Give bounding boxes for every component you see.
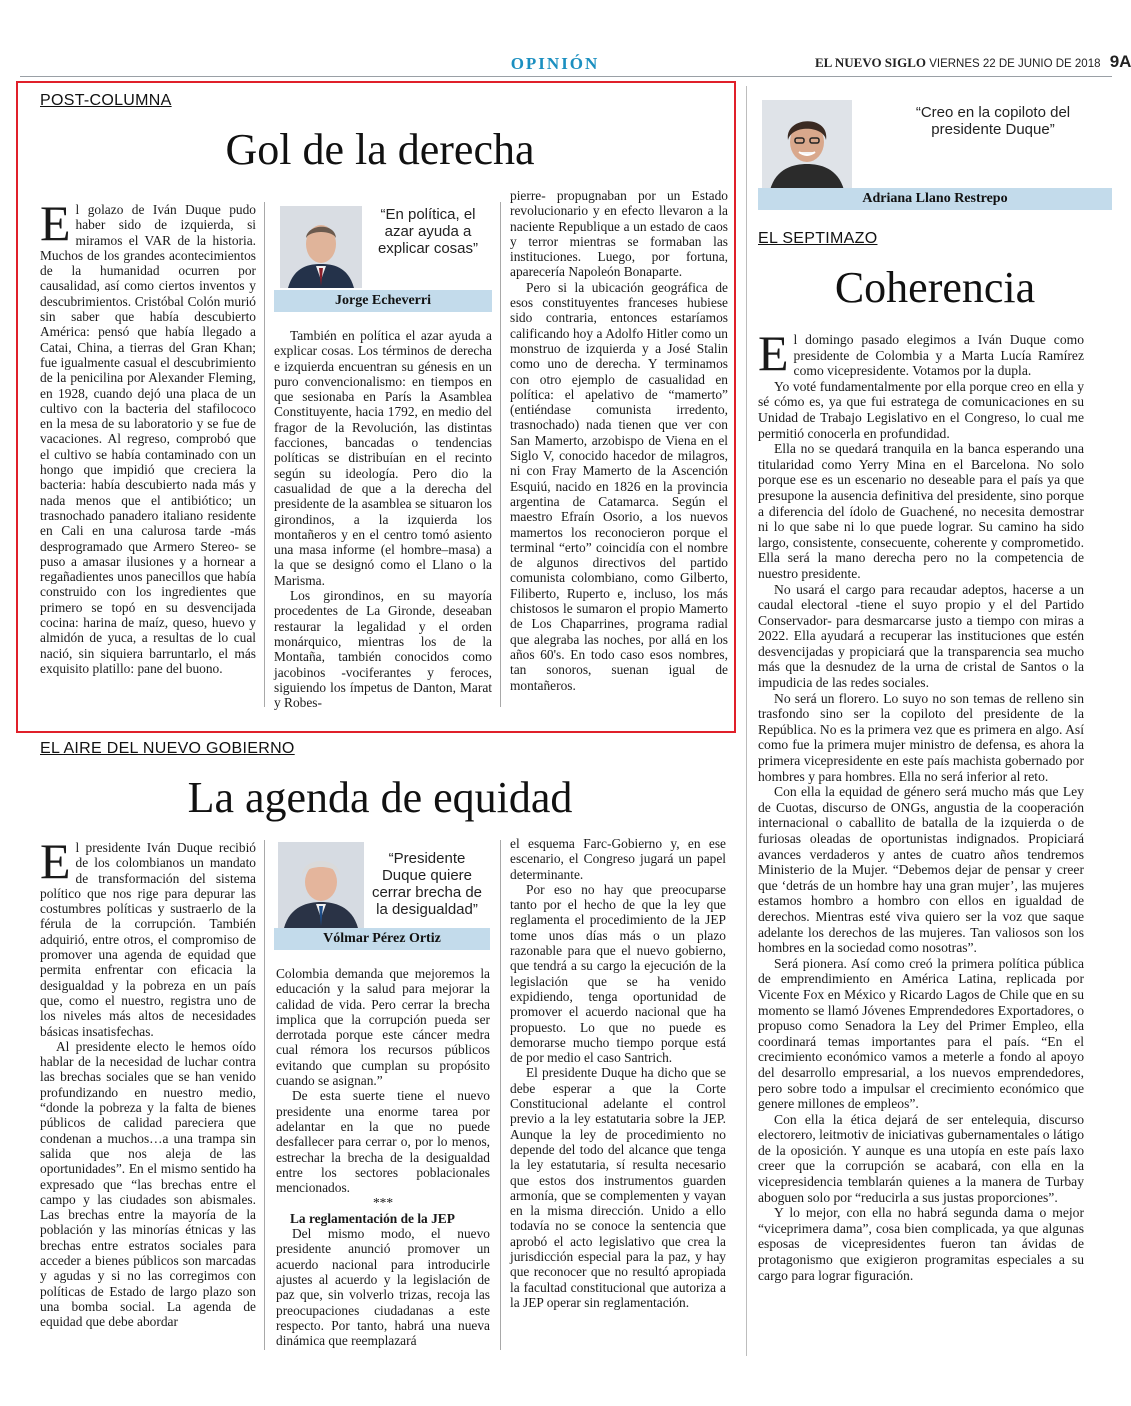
article3-paragraph: Será pionera. Así como creó la primera política pública de emprendimiento en América Latina, replicada por Vicente Fox en México y Ricardo Lagos de Chile que en su momento se llamó Jóvenes Emprendedores Exportadores, o propuso como Senadora la Ley del Primer Empleo, ella coordinará temas importantes para el país. “En el crecimiento económico vamos a meterle a fondo al apoyo del desarrollo empresarial, a los nuevos emprendedores, pero sobre todo a impulsar el crecimiento económico que genere millones de empleos”. bbox=[758, 955, 1084, 1112]
article1-paragraph: Pero si la ubicación geográfica de esos constituyentes franceses hubiese sido contraria, entonces estaríamos calificando hoy a Adolfo Hitler como un monstruo de izquierda y a José Stalin como uno de derecha. Y terminamos con otro ejemplo de casualidad en política: el apelativo de “mamerto” (entiéndase comunista irredento, trasnochado) nada tienen que ver con San Mamerto, arzobispo de Viena en el Siglo V, conocido hacedor de milagros, ni con Fray Mamerto de la Ascención Esquiú, nacido en 1826 en la provincia argentina de Catamarca. Según el maestro Efraín Osorio, a los nuevos mamertos los reconocieron porque el terminal “erto” coincidía con el nombre de algunos directivos del partido comunista colombiano, como Gilberto, Filiberto, Ruperto e, incluso, los más chistosos le sumaron el propio Mamerto de Los Chaparrines, programa radial que alegraba las noches, por allá en los años 60's. En todo caso esos nombres, tan sonoros, suenan igual de montañeros. bbox=[510, 279, 728, 693]
article3-paragraph: No usará el cargo para recaudar adeptos, hacerse a un caudal electoral -tiene el suyo propio y el del Partido Conservador- para desmarcarse justo a tiempo con miras a 2022. Ella ayudará a recuperar las instituciones que estén desvencijadas y propiciará que la transparencia sea mucho más que la desnudez de la urna de cristal de Santos o la impudicia de las redes sociales. bbox=[758, 581, 1084, 691]
article3-paragraph: Con ella la ética dejará de ser entelequia, discurso electorero, leitmotiv de iniciativas gubernamentales o látigo de la oposición. Y aunque es una utopía en este país laxo creer que la corrupción se acabará, con ella en la vicepresidencia temblarán quienes a la manera de Turbay aboguen solo por “reducirla a sus justas proporciones”. bbox=[758, 1111, 1084, 1205]
article1-paragraph: pierre- propugnaban por un Estado revolucionario y en efecto llevaron a la naciente Republique a un estado de caos y terror mientras se formaban las instituciones. Luego, por fortuna, aparecería Napoleón Bonaparte. bbox=[510, 188, 728, 280]
article3-paragraph: l domingo pasado elegimos a Iván Duque como presidente de Colombia y a Marta Lucía Ramírez como vicepresidente. Votamos por la dupla. bbox=[793, 332, 1084, 379]
column-divider bbox=[264, 840, 265, 1350]
article2-author: Vólmar Pérez Ortiz bbox=[274, 928, 490, 950]
author-photo bbox=[762, 100, 852, 190]
page-number: 9A bbox=[1109, 52, 1131, 71]
article2-paragraph: Por eso no hay que preocuparse tanto por el hecho de que la ley que reglamenta el procedimiento de la JEP tome unos días más o un plazo razonable para que el nuevo gobierno, que tendrá a su cargo la ejecución de la legislación que se ha venido expidiendo, tenga oportunidad de promover el acuerdo nacional que ha propuesto. Lo que no puede es demorarse mucho tiempo porque está de por medio el caso Santrich. bbox=[510, 881, 726, 1066]
article1-column3 bbox=[510, 188, 728, 712]
article1-headline: Gol de la derecha bbox=[225, 125, 535, 174]
separator-stars: *** bbox=[372, 1195, 394, 1211]
article2-column2 bbox=[276, 966, 490, 1354]
article3-section: EL SEPTIMAZO bbox=[758, 230, 878, 247]
article2-subheading: La reglamentación de la JEP bbox=[290, 1210, 455, 1226]
article2-paragraph: El presidente Duque ha dicho que se debe esperar a que la Corte Constitucional adelante el control previo a la ley estatutaria sobre la JEP. Aunque la ley de procedimiento no depende del todo del alcance que tenga la ley estatutaria, sí resulta necesario que estos dos instrumentos guarden armonía, que se complementen y vayan en la misma dirección. Unido a ello todavía no se conoce la sentencia que aprobó el acto legislativo que crea la jurisdicción especial para la paz, y hay que reconocer que no resultó apropiada la facultad constitucional que autoriza a la JEP operar sin reglamentación. bbox=[510, 1065, 726, 1310]
column-divider bbox=[264, 202, 265, 707]
article1-column1 bbox=[40, 195, 256, 712]
article1-section: POST-COLUMNA bbox=[40, 92, 172, 109]
column-separator bbox=[746, 86, 747, 1356]
column-divider bbox=[500, 202, 501, 707]
article2-column1 bbox=[40, 833, 256, 1354]
article3-paragraph: Con ella la equidad de género será mucho más que Ley de Cuotas, discurso de ONGs, angustia de la cooperación internacional o caballito de batalla de la izquierda o de furiosas oleadas de oportunistas indignados. Propiciará avances verdaderos y antes de cuatro años tendremos Ministerio de la Mujer. “Debemos dejar de pensar y creer que ‘detrás de un hombre hay una gran mujer’, las mujeres estamos hombro a hombro con ellos en igualdad de derechos. Mientras esté viva quiero ser la voz que saque adelante los derechos de las mujeres. Tan valiosos son los hombres en la sociedad como nosotras”. bbox=[758, 784, 1084, 956]
article2-pullbox bbox=[274, 836, 490, 952]
article3-pullbox bbox=[758, 98, 1112, 214]
author-portrait-icon bbox=[278, 842, 364, 928]
article2-paragraph: Al presidente electo le hemos oído hablar de la necesidad de luchar contra las brechas sociales que se han venido profundizando en nuestro medio, “donde la pobreza y la falta de bienes públicos de calidad pareciera que condenan a muchos…a una trampa sin salida que nos aleja de las oportunidades”. En el mismo sentido ha expresado que “las brechas entre el campo y las ciudades son abismales. Las brechas entre la mayoría de la población y las minorías étnicas y las brechas entre estratos sociales para acceder a bienes públicos son marcadas y agudas y si no las corregimos con políticas de Estado de largo plazo son una bomba social. La agenda de equidad que debe abordar bbox=[40, 1038, 256, 1330]
author-photo bbox=[280, 206, 362, 288]
drop-cap: E bbox=[758, 325, 789, 381]
article2-column3 bbox=[510, 836, 726, 1354]
article2-paragraph: Colombia demanda que mejoremos la educación y la salud para mejorar la calidad de vida. Pero cerrar la brecha implica que la corrupción pueda ser derrotada porque este cáncer medra cual rémora los recursos públicos evitando que cumplan su propósito cuando se asignan.” bbox=[276, 966, 490, 1089]
drop-cap: E bbox=[40, 195, 71, 251]
article1-paragraph: También en política el azar ayuda a explicar cosas. Los términos de derecha e izquierda encuentran su génesis en un puro convencionalismo: en tiempos en que sesionaba en París la Asamblea Constituyente, hacia 1792, en medio del fragor de la Revolución, las distintas facciones, bancadas o tendencias políticas se distribuían en el recinto según su ideología. Pero dio la casualidad de que a la derecha del presidente de la asamblea se situaron los girondinos, a la izquierda los montañeros y en el centro tomó asiento una masa informe (el hombre–masa) a la que se designó como el Llano o la Marisma. bbox=[274, 328, 492, 588]
article3-quote: “Creo en la copiloto del presidente Duque” bbox=[915, 104, 1071, 138]
article3-paragraph: Y lo mejor, con ella no habrá segunda dama o mejor “viceprimera dama”, cosa bien complicada, ya que algunas esposas de vicepresidentes fueron tan ávidas de protagonismo que exigieron programitas especiales a su cargo para lograr figuración. bbox=[758, 1205, 1084, 1283]
column-divider bbox=[500, 840, 501, 1350]
article1-column2 bbox=[274, 328, 492, 712]
drop-cap: E bbox=[40, 833, 71, 889]
author-photo bbox=[278, 842, 364, 928]
article2-paragraph: el esquema Farc-Gobierno y, en ese escenario, el Congreso jugará un papel determinante. bbox=[510, 836, 726, 882]
article2-paragraph: l presidente Iván Duque recibió de los colombianos un mandato de transformación del sistema político que nos rige para depurar las costumbres políticas y sustraerlo de la férula de la corrupción. También adquirió, entre otros, el compromiso de promover una agenda de equidad que permita enfrentar con eficacia la desigualdad y la pobreza en un país que, como el nuestro, registra uno de los niveles más altos de necesidades básicas insatisfechas. bbox=[40, 840, 256, 1039]
issue-date: VIERNES 22 DE JUNIO DE 2018 bbox=[929, 58, 1101, 70]
article2-quote: “Presidente Duque quiere cerrar brecha de la desigualdad” bbox=[371, 850, 483, 918]
article1-paragraph: l golazo de Iván Duque pudo haber sido de izquierda, si miramos el VAR de la historia. Muchos de los grandes acontecimientos de la humanidad ocurren por causalidad, así como ciertos inventos y descubrimientos. Cristóbal Colón murió sin saber que había descubierto América: pensó que había llegado a Catai, China, a tierras del Gran Khan; fue igualmente casual el descubrimiento de la penicilina por Alexander Fleming, en 1928, cuando dejó una placa de un cultivo con la bacteria del stafilococo en la mesa de su laboratorio y se fue de vacaciones. Al regreso, comprobó que el cultivo se había contaminado con un hongo que impidió que creciera la bacteria: había descubierto nada más y nada menos que el antibiótico; un trasnochado panadero italiano residente en Cali en una calurosa tarde -más desprogramado que Armero Stereo- se puso a amasar ilusiones y a hornear a regañadientes unos panecillos que había construido con los ingredientes que primero se topó en su desvencijada cocina: harina de maíz, queso, huevo y almidón de yuca, a resultas de lo cual nació, sin siquiera barruntarlo, el más exquisito platillo: pane del buono. bbox=[40, 202, 256, 676]
article2-paragraph: Del mismo modo, el nuevo presidente anunció promover un acuerdo nacional para introducirle ajustes al acuerdo y la legislación de paz que, sin volverlo trizas, recoja las preocupaciones ciudadanas a este respecto. Por tanto, habrá una nueva dinámica que reemplazará bbox=[276, 1226, 490, 1349]
article2-section: EL AIRE DEL NUEVO GOBIERNO bbox=[40, 740, 295, 757]
paper-name: EL NUEVO SIGLO bbox=[815, 55, 926, 70]
masthead bbox=[815, 52, 1131, 72]
article1-paragraph: Los girondinos, en su mayoría procedentes de La Gironde, deseaban restaurar la legalidad y el orden monárquico, mientras los de la Montaña, también conocidos como jacobinos -vociferantes y feroces, siguiendo los ímpetus de Danton, Marat y Robes- bbox=[274, 588, 492, 711]
article1-pullbox bbox=[274, 200, 492, 316]
article2-headline: La agenda de equidad bbox=[187, 773, 573, 822]
header-rule bbox=[20, 76, 1112, 77]
article1-quote: “En política, el azar ayuda a explicar cosas” bbox=[377, 206, 479, 257]
article2-paragraph: De esta suerte tiene el nuevo presidente una enorme tarea por adelantar en la que no puede desfallecer para cerrar o, por lo menos, estrechar la brecha de la desigualdad entre los sectores poblacionales mencionados. bbox=[276, 1088, 490, 1196]
article3-author: Adriana Llano Restrepo bbox=[758, 188, 1112, 210]
article3-paragraph: No será un florero. Lo suyo no son temas de relleno sin trasfondo sino ser la copiloto del presidente de la República. No es la primera vez que es primera en algo. Así como fue la primera mujer ministro de defensa, es ahora la primera vicepresidente en este país machista gobernado por hombres y para hombres. Ella no será inferior al reto. bbox=[758, 690, 1084, 784]
author-portrait-icon bbox=[762, 100, 852, 190]
page-section-title: OPINIÓN bbox=[510, 54, 600, 73]
article3-paragraph: Yo voté fundamentalmente por ella porque creo en ella y sé cómo es, ya que fui estratega de comunicaciones en su Unidad de Trabajo Legislativo en el Congreso, lo cual me permitió conocerla en profundidad. bbox=[758, 378, 1084, 441]
article1-author: Jorge Echeverri bbox=[274, 290, 492, 312]
article3-body bbox=[758, 325, 1084, 1350]
article3-headline: Coherencia bbox=[834, 263, 1036, 312]
article3-paragraph: Ella no se quedará tranquila en la banca esperando una titularidad como Yerry Mina en el Barcelona. No solo porque ese es un escenario no deseable para el país ya que presupone la ausencia definitiva del presidente, sino porque a diferencia del ídolo de Guachené, no necesita demostrar ni lo que sabe ni lo que puede lograr. Su camino ha sido largo, consistente, consecuente, coherente y comprometido. Ella será la mano derecha pero no la competencia de nuestro presidente. bbox=[758, 441, 1084, 581]
author-portrait-icon bbox=[280, 206, 362, 288]
